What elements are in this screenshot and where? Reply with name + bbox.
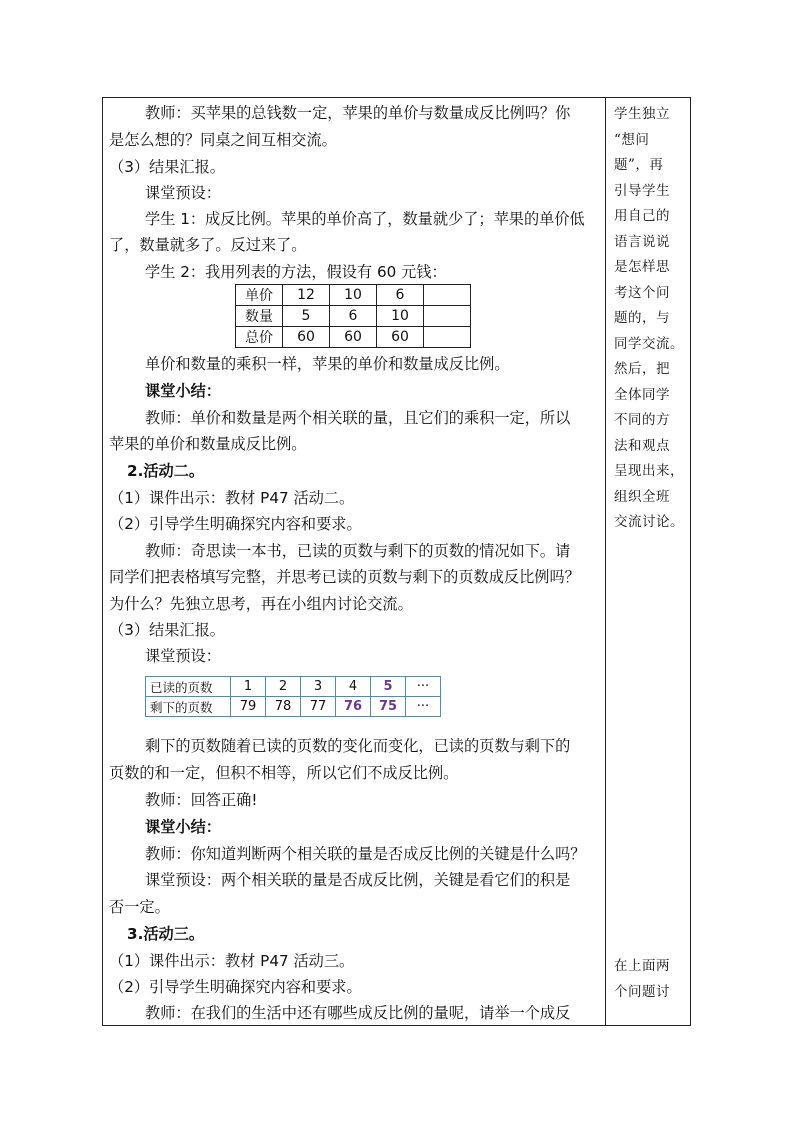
table-cell: 6 — [377, 285, 424, 306]
table-cell — [424, 327, 471, 348]
note-line: 用自己的 — [614, 208, 670, 224]
text-line: （2）引导学生明确探究内容和要求。 — [109, 978, 362, 996]
table-cell: 10 — [330, 285, 377, 306]
note-line: 个问题讨 — [614, 983, 670, 1000]
table-row — [236, 285, 471, 306]
table-cell — [424, 285, 471, 306]
table-cell: 75 — [371, 697, 406, 717]
note-line: 题的，与 — [614, 310, 670, 326]
table-cell: 已读的页数 — [146, 677, 231, 697]
table-cell: 60 — [330, 327, 377, 348]
note-line: 引导学生 — [614, 182, 670, 199]
price-quantity-table — [235, 284, 471, 348]
table-cell: 60 — [377, 327, 424, 348]
text-line: 课堂预设： — [145, 647, 221, 665]
text-line: 学生 1：成反比例。苹果的单价高了，数量就少了；苹果的单价低 — [145, 210, 585, 228]
text-line: （3）结果汇报。 — [109, 621, 225, 639]
table-cell: 5 — [371, 677, 406, 697]
table-row — [236, 306, 471, 327]
text-line: 教师：买苹果的总钱数一定，苹果的单价与数量成反比例吗？你 — [145, 104, 571, 122]
note-line: 同学交流。 — [614, 335, 684, 352]
text-line: 教师：在我们的生活中还有哪些成反比例的量呢，请举一个成反 — [145, 1004, 571, 1022]
note-line: 题”，再 — [614, 157, 664, 173]
column-divider — [605, 97, 606, 1026]
text-line: 为什么？先独立思考，再在小组内讨论交流。 — [109, 595, 413, 613]
table-cell: 3 — [301, 677, 336, 697]
table-cell: 76 — [336, 697, 371, 717]
table-row — [146, 697, 441, 717]
text-line: 教师：你知道判断两个相关联的量是否成反比例的关键是什么吗？ — [145, 845, 586, 863]
note-line: 不同的方 — [614, 412, 670, 428]
note-line: 学生独立 — [614, 106, 670, 122]
table-cell: 10 — [377, 306, 424, 327]
side-note — [614, 954, 684, 1005]
text-line: （3）结果汇报。 — [109, 158, 225, 176]
table-cell: 60 — [283, 327, 330, 348]
table-cell: 总价 — [236, 327, 283, 348]
note-line: 组织全班 — [614, 488, 670, 505]
text-line: （1）课件出示：教材 P47 活动二。 — [109, 489, 355, 507]
note-line: 语言说说 — [614, 233, 670, 250]
table-cell: 2 — [266, 677, 301, 697]
text-line: 苹果的单价和数量成反比例。 — [109, 435, 307, 453]
table-cell: 4 — [336, 677, 371, 697]
table-cell: 12 — [283, 285, 330, 306]
text-line: 剩下的页数随着已读的页数的变化而变化，已读的页数与剩下的 — [145, 737, 571, 755]
text-line: 教师：回答正确! — [145, 791, 258, 809]
table-cell: ··· — [406, 697, 441, 717]
table-cell: 1 — [231, 677, 266, 697]
table-cell: ··· — [406, 677, 441, 697]
note-line: 法和观点 — [614, 437, 670, 454]
table-row — [146, 677, 441, 697]
table-cell: 单价 — [236, 285, 283, 306]
side-note — [614, 102, 684, 536]
text-line: 教师：奇思读一本书，已读的页数与剩下的页数的情况如下。请 — [145, 542, 571, 560]
text-line: 学生 2：我用列表的方法，假设有 60 元钱： — [145, 263, 447, 281]
table-cell: 5 — [283, 306, 330, 327]
note-line: 呈现出来， — [614, 463, 684, 479]
text-line: 同学们把表格填写完整，并思考已读的页数与剩下的页数成反比例吗？ — [109, 568, 580, 586]
note-line: 在上面两 — [614, 958, 670, 974]
table-cell: 78 — [266, 697, 301, 717]
text-line: 课堂预设： — [145, 184, 221, 202]
section-heading: 2.活动二。 — [127, 462, 205, 480]
note-line: 然后，把 — [614, 361, 670, 377]
text-line: （2）引导学生明确探究内容和要求。 — [109, 515, 362, 533]
text-line: 了，数量就多了。反过来了。 — [109, 236, 307, 254]
text-line: 教师：单价和数量是两个相关联的量，且它们的乘积一定，所以 — [145, 409, 571, 427]
text-line: 页数的和一定，但积不相等，所以它们不成反比例。 — [109, 764, 459, 782]
note-line: “想问 — [614, 131, 650, 148]
section-heading: 课堂小结： — [145, 382, 221, 400]
table-cell: 数量 — [236, 306, 283, 327]
table-cell — [424, 306, 471, 327]
note-line: 是怎样思 — [614, 259, 670, 275]
table-cell: 剩下的页数 — [146, 697, 231, 717]
table-row — [236, 327, 471, 348]
text-line: 单价和数量的乘积一样，苹果的单价和数量成反比例。 — [145, 355, 510, 373]
section-heading: 3.活动三。 — [127, 925, 205, 943]
pages-read-table — [145, 676, 441, 717]
table-cell: 77 — [301, 697, 336, 717]
section-heading: 课堂小结： — [145, 818, 221, 836]
table-cell: 79 — [231, 697, 266, 717]
table-cell: 6 — [330, 306, 377, 327]
text-line: 课堂预设：两个相关联的量是否成反比例，关键是看它们的积是 — [145, 871, 571, 889]
note-line: 交流讨论。 — [614, 514, 684, 530]
note-line: 考这个问 — [614, 284, 670, 301]
text-line: 否一定。 — [109, 898, 170, 916]
note-line: 全体同学 — [614, 386, 670, 403]
text-line: （1）课件出示：教材 P47 活动三。 — [109, 952, 355, 970]
text-line: 是怎么想的？同桌之间互相交流。 — [109, 131, 337, 149]
